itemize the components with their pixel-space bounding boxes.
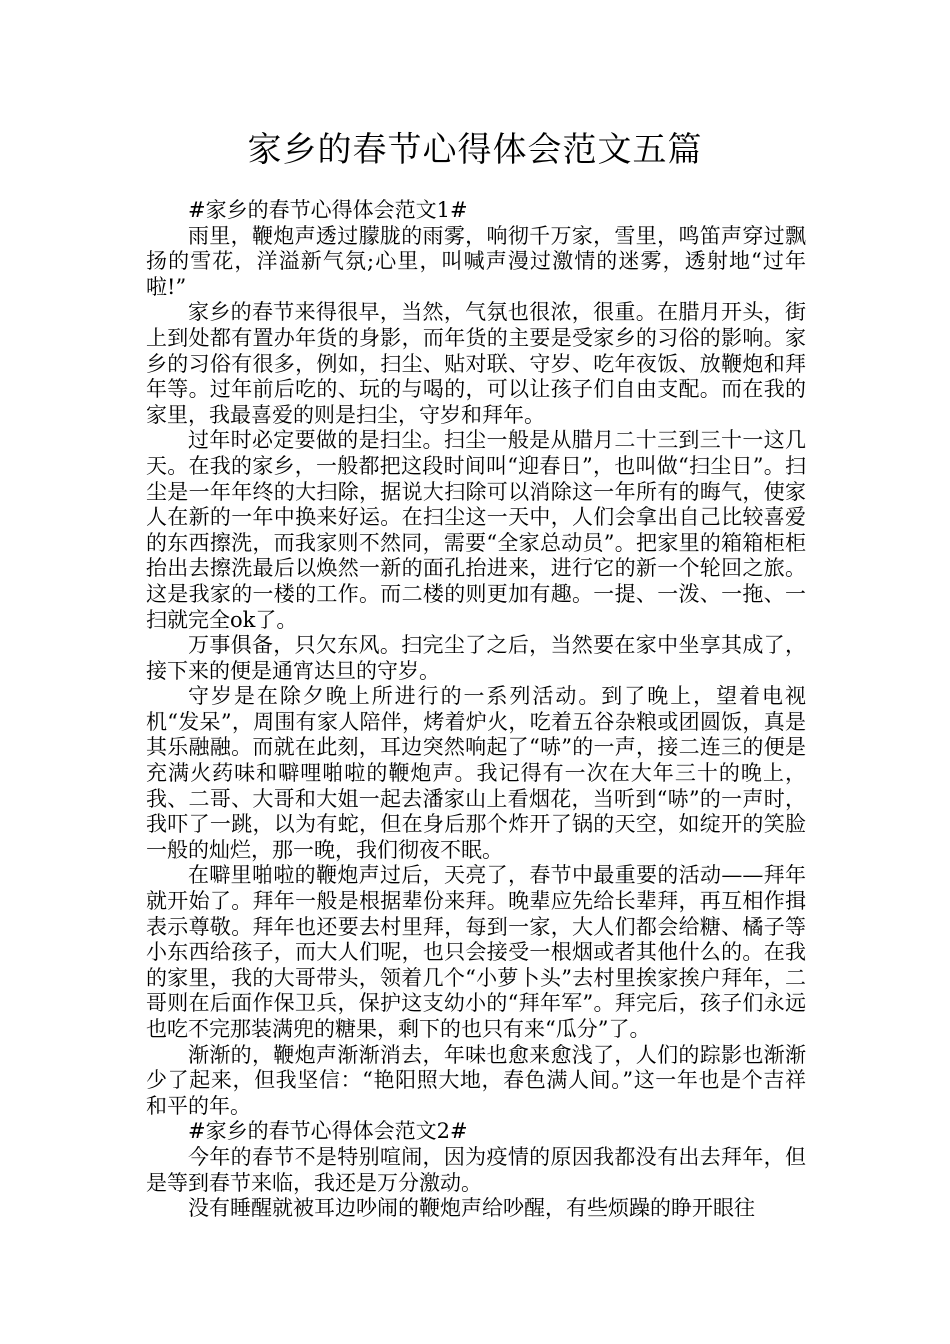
paragraph: 在噼里啪啦的鞭炮声过后，天亮了，春节中最重要的活动——拜年就开始了。拜年一般是根据辈份来拜。晚辈应先给长辈拜，再互相作揖表示尊敬。拜年也还要去村里拜，每到一家，大人们都会给糖、橘子等小东西给孩子，而大人们呢，也只会接受一根烟或者其他什么的。在我的家里，我的大哥带头，领着几个“小萝卜头”去村里挨家挨户拜年，二哥则在后面作保卫兵，保护这支幼小的“拜年军”。拜完后，孩子们永远也吃不完那装满兜的糖果，剩下的也只有来“瓜分”了。 <box>146 863 806 1041</box>
paragraph: 没有睡醒就被耳边吵闹的鞭炮声给吵醒，有些烦躁的睁开眼往 <box>188 1196 755 1221</box>
section-heading-2: #家乡的春节心得体会范文2# <box>188 1119 468 1144</box>
document-body <box>146 198 806 1222</box>
paragraph: 万事俱备，只欠东风。扫完尘了之后，当然要在家中坐享其成了，接下来的便是通宵达旦的守岁。 <box>146 633 806 683</box>
paragraph: 雨里，鞭炮声透过朦胧的雨雾，响彻千万家，雪里，鸣笛声穿过飘扬的雪花，洋溢新气氛;心里，叫喊声漫过激情的迷雾，透射地“过年啦!” <box>146 223 806 299</box>
paragraph: 渐渐的，鞭炮声渐渐消去，年味也愈来愈浅了，人们的踪影也渐渐少了起来，但我坚信：“艳阳照大地，春色满人间。”这一年也是个吉祥和平的年。 <box>146 1042 806 1118</box>
paragraph: 今年的春节不是特别喧闹，因为疫情的原因我都没有出去拜年，但是等到春节来临，我还是万分激动。 <box>146 1144 806 1195</box>
paragraph: 守岁是在除夕晚上所进行的一系列活动。到了晚上，望着电视机“发呆”，周围有家人陪伴，烤着炉火，吃着五谷杂粮或团圆饭，真是其乐融融。而就在此刻，耳边突然响起了“哧”的一声，接二连三的便是充满火药味和噼哩啪啦的鞭炮声。我记得有一次在大年三十的晚上，我、二哥、大哥和大姐一起去潘家山上看烟花，当听到“哧”的一声时，我吓了一跳，以为有蛇，但在身后那个炸开了锅的天空，如绽开的笑脸一般的灿烂，那一晚，我们彻夜不眠。 <box>146 684 806 862</box>
section-heading-1: #家乡的春节心得体会范文1# <box>188 198 468 222</box>
paragraph: 家乡的春节来得很早，当然，气氛也很浓，很重。在腊月开头，街上到处都有置办年货的身影，而年货的主要是受家乡的习俗的影响。家乡的习俗有很多，例如，扫尘、贴对联、守岁、吃年夜饭、放鞭炮和拜年等。过年前后吃的、玩的与喝的，可以让孩子们自由支配。而在我的家里，我最喜爱的则是扫尘，守岁和拜年。 <box>146 300 806 427</box>
document-title: 家乡的春节心得体会范文五篇 <box>247 130 703 170</box>
paragraph: 过年时必定要做的是扫尘。扫尘一般是从腊月二十三到三十一这几天。在我的家乡，一般都把这段时间叫“迎春日”，也叫做“扫尘日”。扫尘是一年年终的大扫除，据说大扫除可以消除这一年所有的晦气，使家人在新的一年中换来好运。在扫尘这一天中，人们会拿出自己比较喜爱的东西擦洗，而我家则不然同，需要“全家总动员”。把家里的箱箱柜柜抬出去擦洗最后以焕然一新的面孔抬进来，进行它的新一个轮回之旅。这是我家的一楼的工作。而二楼的则更加有趣。一提、一泼、一拖、一扫就完全ok了。 <box>146 428 806 632</box>
